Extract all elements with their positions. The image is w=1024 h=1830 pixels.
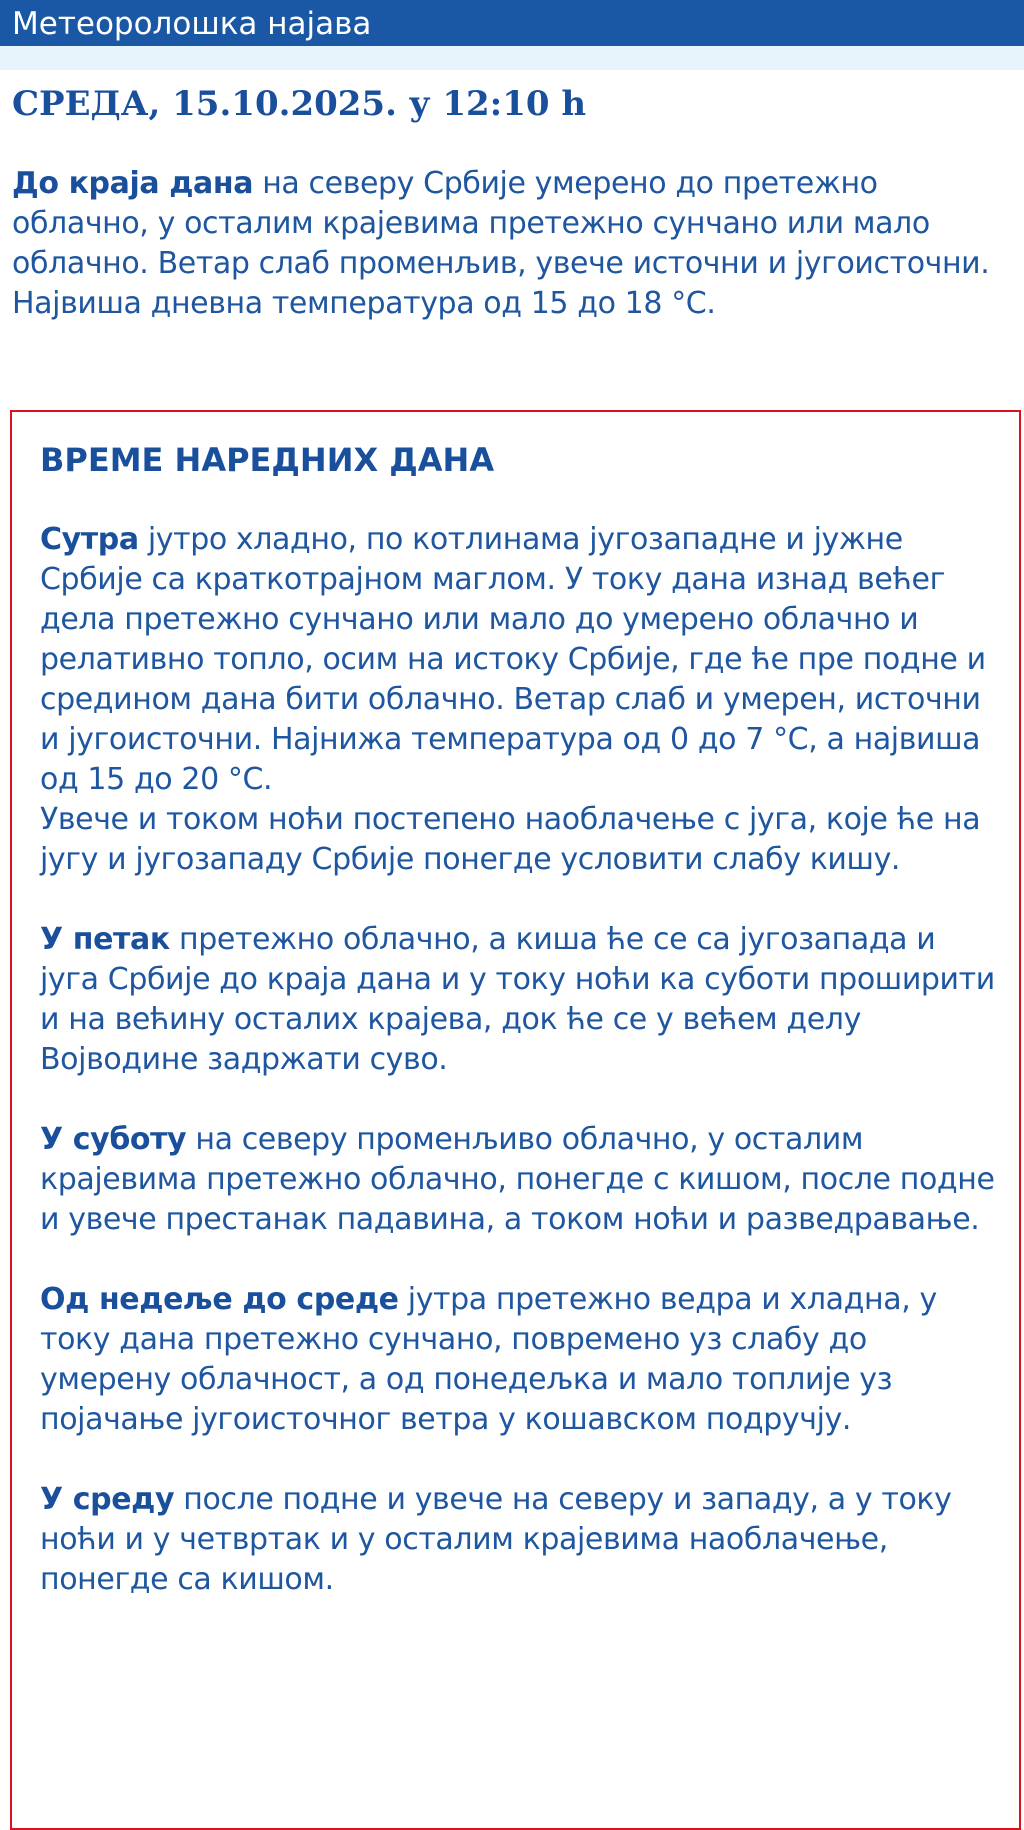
outlook-tomorrow-text: јутро хладно, по котлинама југозападне и јужне Србије са краткотрајном маглом. У току дана изнад већег дела претежно сунчано или мало до умерено облачно и релативно топло, осим на истоку Србије, где ће пре подне и средином дана бити облачно. Ветар слаб и умерен, источни и југоисточни. Најнижа температура од 0 до 7 °C, а највиша од 15 до 20 °C.: [40, 522, 986, 797]
outlook-wednesday: [40, 1480, 1002, 1600]
header-strip: [0, 46, 1024, 70]
today-forecast: [12, 164, 1012, 324]
today-forecast-text: на северу Србије умерено до претежно облачно, у осталим крајевима претежно сунчано или мало облачно. Ветар слаб променљив, увече источни и југоисточни. Највиша дневна температура од 15 до 18 °C.: [12, 166, 990, 321]
outlook-friday-lead: У петак: [40, 922, 170, 957]
outlook-title: ВРЕМЕ НАРЕДНИХ ДАНА: [40, 441, 495, 479]
title-bar: [0, 0, 1024, 46]
outlook-tomorrow-lead: Сутра: [40, 522, 139, 557]
outlook-box: [10, 410, 1021, 1830]
outlook-friday-text: претежно облачно, а киша ће се са југозапада и југа Србије до краја дана и у току ноћи ка суботи проширити и на већину осталих крајева, док ће се у већем делу Војводине задржати суво.: [40, 922, 995, 1077]
outlook-saturday: [40, 1120, 1002, 1240]
outlook-sunday-to-wednesday: [40, 1280, 1002, 1440]
outlook-friday: [40, 920, 1002, 1080]
outlook-saturday-text: на северу променљиво облачно, у осталим крајевима претежно облачно, понегде с кишом, после подне и увече престанак падавина, а током ноћи и разведравање.: [40, 1122, 995, 1237]
outlook-wednesday-lead: У среду: [40, 1482, 175, 1517]
outlook-sunday-to-wednesday-text: јутра претежно ведра и хладна, у току дана претежно сунчано, повремено уз слабу до умерену облачност, а од понедељка и мало топлије уз појачање југоисточног ветра у кошавском подручју.: [40, 1282, 937, 1437]
outlook-sunday-to-wednesday-lead: Од недеље до среде: [40, 1282, 399, 1317]
outlook-tomorrow: [40, 520, 1002, 880]
outlook-body: [40, 520, 1002, 1640]
page-title: Метеоролошка најава: [12, 6, 372, 42]
issue-date-heading: СРЕДА, 15.10.2025. у 12:10 h: [12, 84, 587, 124]
today-forecast-lead: До краја дана: [12, 166, 254, 201]
outlook-tomorrow-evening: Увече и током ноћи постепено наоблачење с југа, које ће на југу и југозападу Србије понегде условити слабу кишу.: [40, 802, 981, 877]
outlook-saturday-lead: У суботу: [40, 1122, 187, 1157]
outlook-wednesday-text: после подне и увече на северу и западу, а у току ноћи и у четвртак и у осталим крајевима наоблачење, понегде са кишом.: [40, 1482, 952, 1597]
